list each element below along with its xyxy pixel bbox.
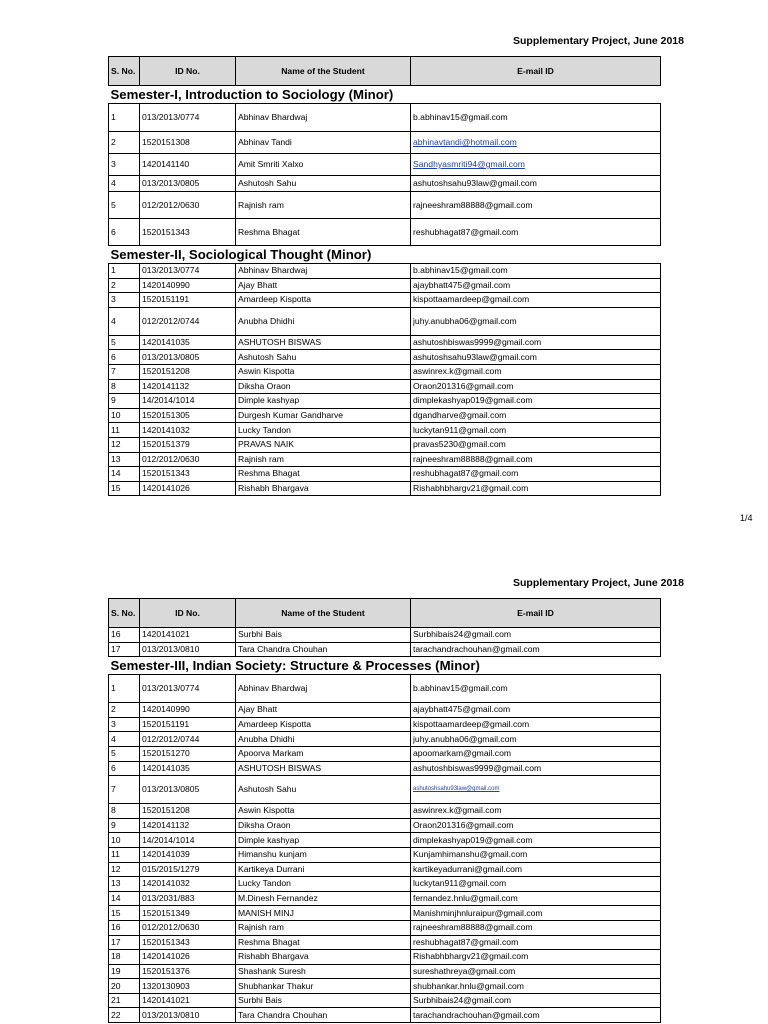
cell-name: Kartikeya Durrani — [236, 862, 411, 877]
cell-email: aswinrex.k@gmail.com — [411, 804, 661, 819]
table-row — [109, 804, 661, 819]
cell-id: 1420141021 — [140, 993, 236, 1008]
cell-name: Tara Chandra Chouhan — [236, 642, 411, 657]
cell-id: 14/2014/1014 — [140, 833, 236, 848]
cell-email: Surbhibais24@gmail.com — [411, 628, 661, 643]
cell-email: luckytan911@gmail.com — [411, 877, 661, 892]
cell-name: Lucky Tandon — [236, 877, 411, 892]
cell-email: Rishabhbhargv21@gmail.com — [411, 950, 661, 965]
table-row — [109, 437, 661, 452]
student-table-page-2 — [108, 598, 661, 1023]
cell-id: 1420141140 — [140, 154, 236, 176]
cell-email: Manishminjhnluraipur@gmail.com — [411, 906, 661, 921]
cell-email: ashutoshsahu93law@gmail.com — [411, 350, 661, 365]
cell-name: ASHUTOSH BISWAS — [236, 761, 411, 776]
cell-id: 1520151191 — [140, 717, 236, 732]
cell-id: 1420141039 — [140, 847, 236, 862]
cell-email: reshubhagat87@gmail.com — [411, 935, 661, 950]
cell-name: Rishabh Bhargava — [236, 481, 411, 496]
table-row — [109, 154, 661, 176]
cell-sno: 15 — [109, 906, 140, 921]
cell-name: PRAVAS NAIK — [236, 437, 411, 452]
table-header-row — [109, 57, 661, 86]
cell-email: tarachandrachouhan@gmail.com — [411, 642, 661, 657]
cell-name: Apoorva Markam — [236, 746, 411, 761]
cell-id: 012/2012/0744 — [140, 307, 236, 335]
cell-id: 1420141021 — [140, 628, 236, 643]
header-sno: S. No. — [109, 599, 140, 628]
table-row — [109, 833, 661, 848]
table-row — [109, 481, 661, 496]
cell-email: sureshathreya@gmail.com — [411, 964, 661, 979]
cell-sno: 16 — [109, 920, 140, 935]
cell-id: 1520151208 — [140, 804, 236, 819]
cell-id: 012/2012/0630 — [140, 452, 236, 467]
section-title-semester-3: Semester-III, Indian Society: Structure & Processes (Minor) — [110, 658, 480, 674]
cell-name: Amardeep Kispotta — [236, 293, 411, 308]
cell-name: Amardeep Kispotta — [236, 717, 411, 732]
cell-email: apoomarkam@gmail.com — [411, 746, 661, 761]
table-row — [109, 862, 661, 877]
cell-id: 012/2012/0744 — [140, 732, 236, 747]
cell-id: 1520151379 — [140, 437, 236, 452]
cell-name: Diksha Oraon — [236, 818, 411, 833]
cell-sno: 10 — [109, 833, 140, 848]
cell-name: Rishabh Bhargava — [236, 950, 411, 965]
cell-email: Oraon201316@gmail.com — [411, 379, 661, 394]
page-title: Supplementary Project, June 2018 — [513, 577, 684, 589]
cell-id: 013/2013/0774 — [140, 675, 236, 703]
table-row — [109, 746, 661, 761]
table-row — [109, 350, 661, 365]
cell-id: 1420141032 — [140, 877, 236, 892]
table-row — [109, 950, 661, 965]
cell-sno: 9 — [109, 818, 140, 833]
cell-sno: 11 — [109, 423, 140, 438]
cell-name: ASHUTOSH BISWAS — [236, 335, 411, 350]
table-row — [109, 307, 661, 335]
cell-email: fernandez.hnlu@gmail.com — [411, 891, 661, 906]
table-row — [109, 467, 661, 482]
cell-email: ajaybhatt475@gmail.com — [411, 278, 661, 293]
cell-name: Ashutosh Sahu — [236, 176, 411, 192]
table-row — [109, 979, 661, 994]
cell-id: 1420141035 — [140, 761, 236, 776]
header-name: Name of the Student — [236, 599, 411, 628]
cell-email: juhy.anubha06@gmail.com — [411, 732, 661, 747]
cell-email: dimplekashyap019@gmail.com — [411, 394, 661, 409]
table-row — [109, 628, 661, 643]
cell-email: juhy.anubha06@gmail.com — [411, 307, 661, 335]
table-row — [109, 891, 661, 906]
cell-email: kispottaamardeep@gmail.com — [411, 717, 661, 732]
table-row — [109, 408, 661, 423]
table-row — [109, 717, 661, 732]
cell-email: tarachandrachouhan@gmail.com — [411, 1008, 661, 1023]
table-row — [109, 1008, 661, 1023]
cell-email: ashutoshbiswas9999@gmail.com — [411, 335, 661, 350]
cell-sno: 10 — [109, 408, 140, 423]
cell-email: rajneeshram88888@gmail.com — [411, 192, 661, 219]
cell-email: luckytan911@gmail.com — [411, 423, 661, 438]
cell-sno: 3 — [109, 293, 140, 308]
cell-id: 1520151349 — [140, 906, 236, 921]
cell-id: 1420141032 — [140, 423, 236, 438]
table-row — [109, 732, 661, 747]
section-title-semester-1: Semester-I, Introduction to Sociology (Minor) — [110, 87, 394, 102]
cell-email[interactable]: ashutoshsahu93law@gmail.com — [411, 776, 661, 804]
cell-sno: 6 — [109, 350, 140, 365]
cell-sno: 3 — [109, 154, 140, 176]
cell-sno: 6 — [109, 761, 140, 776]
cell-sno: 1 — [109, 264, 140, 279]
cell-id: 1520151376 — [140, 964, 236, 979]
section-title-semester-2: Semester-II, Sociological Thought (Minor) — [110, 247, 372, 262]
cell-sno: 16 — [109, 628, 140, 643]
cell-email: reshubhagat87@gmail.com — [411, 467, 661, 482]
cell-sno: 4 — [109, 732, 140, 747]
cell-email: aswinrex.k@gmail.com — [411, 364, 661, 379]
cell-id: 14/2014/1014 — [140, 394, 236, 409]
cell-name: Abhinav Tandi — [236, 132, 411, 154]
cell-name: Surbhi Bais — [236, 993, 411, 1008]
page-number: 1/4 — [740, 513, 753, 523]
cell-sno: 13 — [109, 452, 140, 467]
page-title: Supplementary Project, June 2018 — [513, 35, 684, 47]
cell-name: Aswin Kispotta — [236, 804, 411, 819]
header-email: E-mail ID — [411, 599, 661, 628]
cell-email: b.abhinav15@gmail.com — [411, 104, 661, 132]
cell-email: ashutoshsahu93law@gmail.com — [411, 176, 661, 192]
cell-id: 013/2013/0774 — [140, 264, 236, 279]
cell-email: reshubhagat87@gmail.com — [411, 219, 661, 246]
cell-name: Abhinav Bhardwaj — [236, 104, 411, 132]
cell-email[interactable]: abhinavtandi@hotmail.com — [411, 132, 661, 154]
cell-name: Dimple kashyap — [236, 833, 411, 848]
table-row — [109, 847, 661, 862]
cell-sno: 12 — [109, 862, 140, 877]
cell-id: 1420141026 — [140, 481, 236, 496]
table-row — [109, 906, 661, 921]
cell-name: Himanshu kunjam — [236, 847, 411, 862]
cell-id: 1520151305 — [140, 408, 236, 423]
cell-sno: 12 — [109, 437, 140, 452]
cell-sno: 15 — [109, 481, 140, 496]
cell-id: 013/2013/0805 — [140, 776, 236, 804]
cell-email: kartikeyadurrani@gmail.com — [411, 862, 661, 877]
cell-id: 1420140990 — [140, 278, 236, 293]
table-row — [109, 920, 661, 935]
cell-id: 1520151208 — [140, 364, 236, 379]
cell-sno: 4 — [109, 176, 140, 192]
cell-email: dgandharve@gmail.com — [411, 408, 661, 423]
cell-name: Ashutosh Sahu — [236, 350, 411, 365]
cell-name: Shashank Suresh — [236, 964, 411, 979]
table-row — [109, 264, 661, 279]
cell-name: Anubha Dhidhi — [236, 732, 411, 747]
cell-sno: 4 — [109, 307, 140, 335]
cell-name: Abhinav Bhardwaj — [236, 675, 411, 703]
header-sno: S. No. — [109, 57, 140, 86]
cell-sno: 5 — [109, 192, 140, 219]
cell-email: b.abhinav15@gmail.com — [411, 264, 661, 279]
cell-name: Rajnish ram — [236, 452, 411, 467]
cell-email: shubhankar.hnlu@gmail.com — [411, 979, 661, 994]
cell-sno: 17 — [109, 935, 140, 950]
cell-email: Rishabhbhargv21@gmail.com — [411, 481, 661, 496]
cell-email: rajneeshram88888@gmail.com — [411, 452, 661, 467]
cell-email: pravas5230@gmail.com — [411, 437, 661, 452]
table-row — [109, 192, 661, 219]
cell-sno: 2 — [109, 703, 140, 718]
cell-email: ajaybhatt475@gmail.com — [411, 703, 661, 718]
cell-name: Rajnish ram — [236, 920, 411, 935]
section-heading-row — [109, 657, 661, 675]
cell-name: Ajay Bhatt — [236, 278, 411, 293]
cell-id: 012/2012/0630 — [140, 192, 236, 219]
table-row — [109, 364, 661, 379]
table-row — [109, 104, 661, 132]
cell-id: 1420141026 — [140, 950, 236, 965]
cell-name: M.Dinesh Fernandez — [236, 891, 411, 906]
cell-id: 013/2013/0810 — [140, 1008, 236, 1023]
cell-sno: 8 — [109, 804, 140, 819]
table-row — [109, 219, 661, 246]
cell-id: 1520151343 — [140, 467, 236, 482]
section-heading-row — [109, 246, 661, 264]
cell-email: kispottaamardeep@gmail.com — [411, 293, 661, 308]
table-row — [109, 176, 661, 192]
cell-id: 013/2013/0810 — [140, 642, 236, 657]
cell-email: Kunjamhimanshu@gmail.com — [411, 847, 661, 862]
cell-sno: 21 — [109, 993, 140, 1008]
table-row — [109, 776, 661, 804]
cell-name: Shubhankar Thakur — [236, 979, 411, 994]
cell-name: Aswin Kispotta — [236, 364, 411, 379]
cell-name: MANISH MINJ — [236, 906, 411, 921]
cell-sno: 2 — [109, 278, 140, 293]
cell-id: 1520151308 — [140, 132, 236, 154]
table-row — [109, 379, 661, 394]
cell-email: ashutoshbiswas9999@gmail.com — [411, 761, 661, 776]
cell-name: Durgesh Kumar Gandharve — [236, 408, 411, 423]
cell-sno: 20 — [109, 979, 140, 994]
cell-sno: 17 — [109, 642, 140, 657]
cell-sno: 11 — [109, 847, 140, 862]
cell-sno: 3 — [109, 717, 140, 732]
cell-id: 1320130903 — [140, 979, 236, 994]
cell-sno: 8 — [109, 379, 140, 394]
cell-sno: 13 — [109, 877, 140, 892]
cell-name: Rajnish ram — [236, 192, 411, 219]
cell-id: 013/2031/883 — [140, 891, 236, 906]
cell-email: Surbhibais24@gmail.com — [411, 993, 661, 1008]
table-row — [109, 761, 661, 776]
cell-name: Abhinav Bhardwaj — [236, 264, 411, 279]
table-row — [109, 877, 661, 892]
cell-sno: 18 — [109, 950, 140, 965]
cell-email: dimplekashyap019@gmail.com — [411, 833, 661, 848]
student-table-page-1 — [108, 56, 661, 496]
cell-name: Ajay Bhatt — [236, 703, 411, 718]
section-heading-row — [109, 86, 661, 104]
cell-email: Oraon201316@gmail.com — [411, 818, 661, 833]
cell-sno: 19 — [109, 964, 140, 979]
table-row — [109, 452, 661, 467]
cell-sno: 1 — [109, 675, 140, 703]
cell-id: 015/2015/1279 — [140, 862, 236, 877]
cell-id: 1520151270 — [140, 746, 236, 761]
cell-name: Reshma Bhagat — [236, 219, 411, 246]
cell-name: Surbhi Bais — [236, 628, 411, 643]
cell-email: rajneeshram88888@gmail.com — [411, 920, 661, 935]
cell-id: 013/2013/0805 — [140, 350, 236, 365]
table-row — [109, 935, 661, 950]
cell-id: 1420141132 — [140, 379, 236, 394]
cell-sno: 5 — [109, 746, 140, 761]
cell-id: 012/2012/0630 — [140, 920, 236, 935]
table-row — [109, 132, 661, 154]
cell-name: Amit Smriti Xalxo — [236, 154, 411, 176]
cell-sno: 9 — [109, 394, 140, 409]
cell-sno: 14 — [109, 891, 140, 906]
header-name: Name of the Student — [236, 57, 411, 86]
table-header-row — [109, 599, 661, 628]
cell-id: 1420141132 — [140, 818, 236, 833]
cell-email: b.abhinav15@gmail.com — [411, 675, 661, 703]
cell-name: Dimple kashyap — [236, 394, 411, 409]
cell-name: Anubha Dhidhi — [236, 307, 411, 335]
table-row — [109, 675, 661, 703]
header-id: ID No. — [140, 57, 236, 86]
cell-id: 1420141035 — [140, 335, 236, 350]
cell-sno: 14 — [109, 467, 140, 482]
cell-sno: 5 — [109, 335, 140, 350]
cell-id: 013/2013/0805 — [140, 176, 236, 192]
table-row — [109, 394, 661, 409]
cell-sno: 7 — [109, 364, 140, 379]
cell-id: 013/2013/0774 — [140, 104, 236, 132]
header-id: ID No. — [140, 599, 236, 628]
cell-name: Reshma Bhagat — [236, 935, 411, 950]
cell-name: Reshma Bhagat — [236, 467, 411, 482]
cell-name: Tara Chandra Chouhan — [236, 1008, 411, 1023]
header-email: E-mail ID — [411, 57, 661, 86]
table-row — [109, 964, 661, 979]
cell-name: Ashutosh Sahu — [236, 776, 411, 804]
cell-id: 1520151343 — [140, 219, 236, 246]
cell-id: 1520151343 — [140, 935, 236, 950]
cell-email[interactable]: Sandhyasmriti94@gmail.com — [411, 154, 661, 176]
table-row — [109, 293, 661, 308]
cell-sno: 1 — [109, 104, 140, 132]
table-row — [109, 993, 661, 1008]
table-row — [109, 703, 661, 718]
cell-sno: 7 — [109, 776, 140, 804]
table-row — [109, 423, 661, 438]
cell-id: 1420140990 — [140, 703, 236, 718]
cell-sno: 6 — [109, 219, 140, 246]
cell-name: Diksha Oraon — [236, 379, 411, 394]
table-row — [109, 335, 661, 350]
cell-sno: 22 — [109, 1008, 140, 1023]
table-row — [109, 278, 661, 293]
cell-sno: 2 — [109, 132, 140, 154]
cell-id: 1520151191 — [140, 293, 236, 308]
cell-name: Lucky Tandon — [236, 423, 411, 438]
table-row — [109, 818, 661, 833]
table-row — [109, 642, 661, 657]
